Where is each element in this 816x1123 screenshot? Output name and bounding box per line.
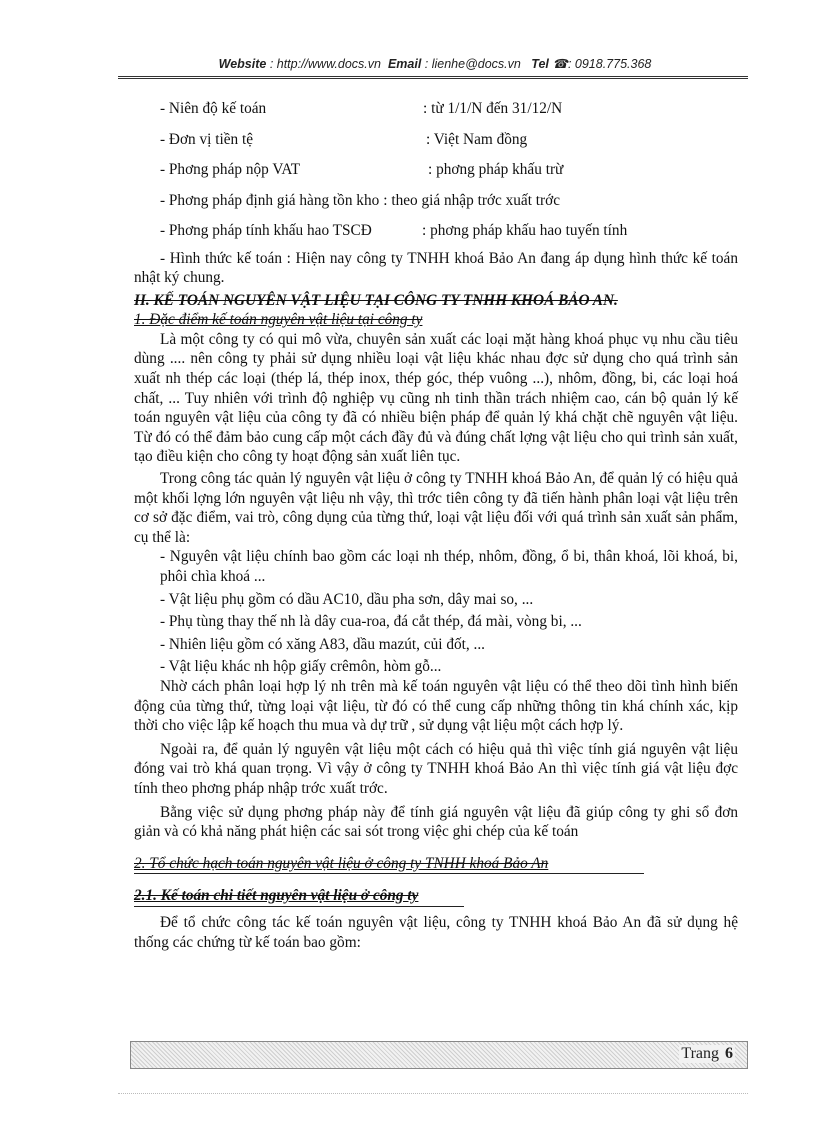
page-label: Trang (681, 1045, 719, 1062)
material-list-item: - Vật liệu khác nh hộp giấy crêmôn, hòm gỗ... (160, 658, 442, 676)
info-label: - Phơng pháp nộp VAT (160, 161, 301, 179)
info-row (134, 155, 738, 186)
website-value: : http://www.docs.vn (269, 57, 381, 71)
info-value: : từ 1/1/N đến 31/12/N (423, 100, 563, 118)
subsection-2-title: 2. Tổ chức hạch toán nguyên vật liệu ở công ty TNHH khoá Bảo An (134, 854, 644, 875)
info-label: - Niên độ kế toán (160, 100, 267, 118)
info-row (134, 216, 738, 247)
page-header (120, 56, 750, 71)
email-value: : lienhe@docs.vn (424, 57, 521, 71)
info-label: - Phơng pháp định giá hàng tồn kho (160, 191, 380, 209)
page-number (679, 1045, 735, 1063)
page-footer (130, 1041, 748, 1069)
info-label: - Phơng pháp tính khấu hao TSCĐ (160, 222, 372, 240)
tel-label: Tel (531, 57, 549, 71)
paragraph: Trong công tác quản lý nguyên vật liệu ở công ty TNHH khoá Bảo An, để quản lý có hiệu quả một khối lợng lớn nguyên vật liệu nh vậy, thì trớc tiên công ty đã tiến hành phân loại vật liệu trên cơ sở đặc điểm, vai trò, công dụng của từng thứ, loại vật liệu đối với quá trình sản xuất sản phẩm, cụ thể là: (134, 470, 738, 546)
info-label: - Đơn vị tiền tệ (160, 130, 254, 148)
material-list-item: - Nhiên liệu gồm có xăng A83, dầu mazút, củi đốt, ... (160, 635, 485, 653)
material-list-item: - Vật liệu phụ gồm có dầu AC10, dầu pha sơn, dây mai so, ... (160, 590, 534, 608)
paragraph: Để tổ chức công tác kế toán nguyên vật liệu, công ty TNHH khoá Bảo An đã sử dụng hệ thống các chứng từ kế toán bao gồm: (134, 913, 738, 951)
material-list-item: - Nguyên vật liệu chính bao gồm các loại nh thép, nhôm, đồng, ổ bi, thân khoá, lõi khoá, bi, phôi chìa khoá ... (160, 548, 738, 585)
tel-value: : 0918.775.368 (567, 57, 652, 71)
info-row (134, 94, 738, 125)
accounting-form-text: - Hình thức kế toán : Hiện nay công ty TNHH khoá Bảo An đang áp dụng hình thức kế toán nhật ký chung. (134, 249, 738, 287)
paragraph: Bằng việc sử dụng phơng pháp này để tính giá nguyên vật liệu đã giúp công ty ghi sổ đơn giản và có khả năng phát hiện các sai sót trong việc ghi chép của kế toán (134, 803, 738, 841)
section-2-title: II. KẾ TOÁN NGUYÊN VẬT LIỆU TẠI CÔNG TY TNHH KHOÁ BẢO AN. (134, 291, 618, 309)
material-list-item: - Phụ tùng thay thế nh là dây cua-roa, đá cắt thép, đá mài, vòng bi, ... (160, 613, 582, 631)
email-label: Email (387, 57, 422, 71)
website-label: Website (218, 57, 267, 71)
subsection-1-title: 1. Đặc điểm kế toán nguyên vật liệu tại công ty (134, 311, 423, 329)
subsection-2-1-title: 2.1. Kế toán chi tiết nguyên vật liệu ở công ty (134, 886, 464, 907)
info-value: : phơng pháp khấu hao tuyến tính (422, 222, 628, 240)
info-value: : Việt Nam đồng (426, 130, 528, 148)
header-divider (118, 76, 748, 79)
info-row (134, 186, 738, 217)
info-value: : theo giá nhập trớc xuất trớc (383, 191, 561, 209)
bottom-divider (118, 1093, 748, 1094)
paragraph: Ngoài ra, để quản lý nguyên vật liệu một cách có hiệu quả thì việc tính giá nguyên vật liệu đóng vai trò khá quan trọng. Vì vậy ở công ty TNHH khoá Bảo An thì việc tính giá vật liệu đợc tính theo phơng pháp nhập trớc xuất trớc. (134, 740, 738, 797)
info-row (134, 125, 738, 156)
page-number-value: 6 (725, 1045, 733, 1062)
paragraph: Là một công ty có qui mô vừa, chuyên sản xuất các loại mặt hàng khoá phục vụ nhu cầu tiêu dùng .... nên công ty phải sử dụng nhiều loại vật liệu khác nhau đợc sử dụng cho quá trình sản xuất nh thép các loại (thép lá, thép inox, thép góc, thép vuông ...), nhôm, đồng, bi, các loại hoá chất, ... Tuy nhiên với trình độ nghiệp vụ cũng nh tinh thần trách nhiệm cao, cán bộ quản lý kế toán nguyên vật liệu của công ty đã có nhiều biện pháp để quản lý khá chặt chẽ nguyên vật liệu. Từ đó có thể đảm bảo cung cấp một cách đầy đủ và đúng chất lợng vật liệu cho qui trình sản xuất, tạo điều kiện cho công ty hoạt động sản xuất liên tục. (134, 330, 738, 466)
paragraph: Nhờ cách phân loại hợp lý nh trên mà kế toán nguyên vật liệu có thể theo dõi tình hình biến động của từng thứ, từng loại vật liệu, từ đó có thể cung cấp những thông tin khá chính xác, kịp thời cho việc lập kế hoạch thu mua và dự trữ , sử dụng vật liệu một cách hợp lý. (134, 677, 738, 735)
document-body (134, 94, 738, 952)
phone-icon: ☎ (552, 57, 568, 71)
info-value: : phơng pháp khấu trừ (428, 161, 564, 179)
